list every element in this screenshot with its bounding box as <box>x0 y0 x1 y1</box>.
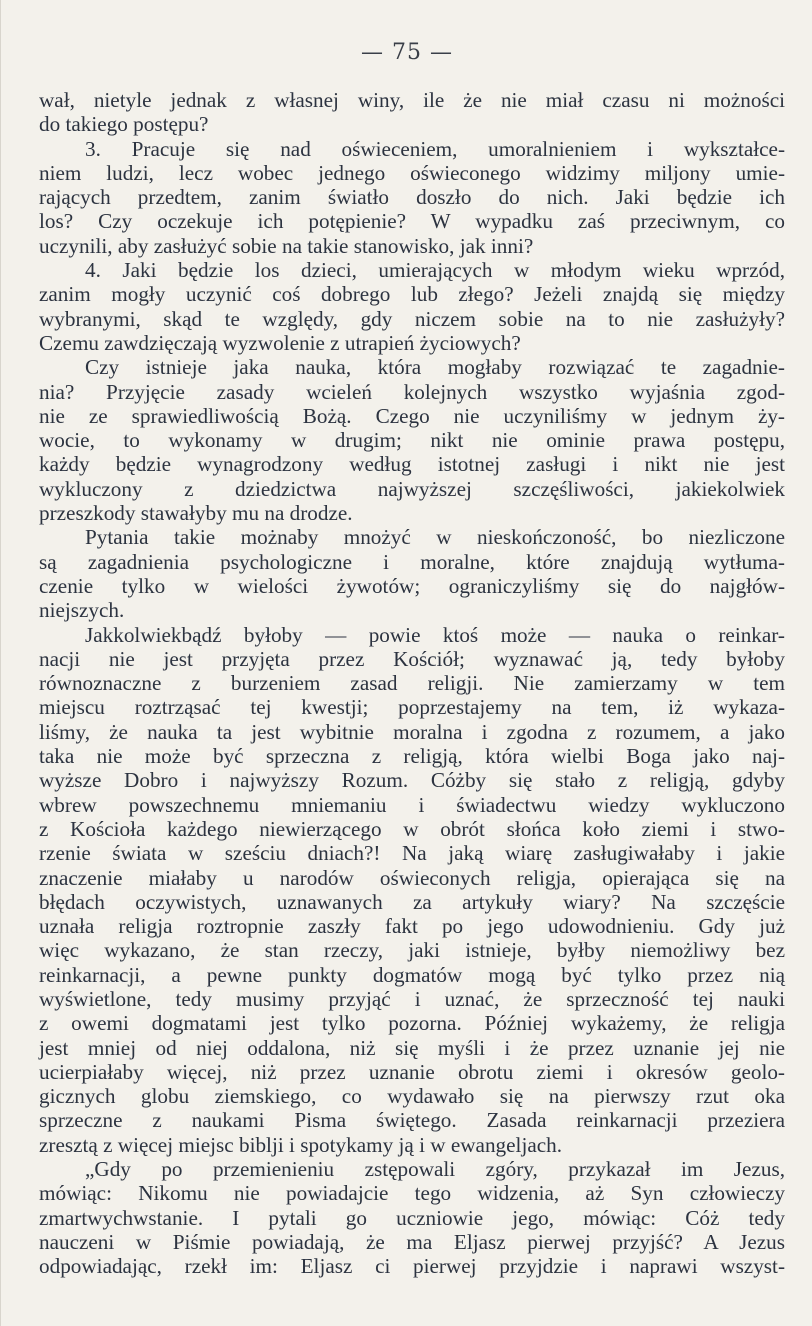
text-line: błędach oczywistych, uznawanych za artykuły wiary? Na szczęście <box>39 889 785 914</box>
text-line: 4. Jaki będzie los dzieci, umierających w młodym wieku wprzód, <box>85 258 785 283</box>
text-line: wybranymi, skąd te względy, gdy niczem sobie na to nie zasłużyły? <box>39 306 785 331</box>
text-line: reinkarnacji, a pewne punkty dogmatów mogą być tylko przez nią <box>39 962 785 987</box>
text-line: nie ze sprawiedliwością Bożą. Czego nie uczyniliśmy w jednym ży- <box>39 403 785 428</box>
body-text <box>39 88 785 1279</box>
text-line: Jakkolwiekbądź byłoby — powie ktoś może — nauka o reinkar- <box>85 622 785 647</box>
text-line: ucierpiałaby więcej, niż przez uznanie obrotu ziemi i okresów geolo- <box>39 1059 785 1084</box>
text-line: są zagadnienia psychologiczne i moralne, które znajdują wytłuma- <box>39 549 785 574</box>
text-line: nauczeni w Piśmie powiadają, że ma Eljasz pierwej przyjść? A Jezus <box>39 1229 785 1254</box>
text-line: uczynili, aby zasłużyć sobie na takie stanowisko, jak inni? <box>39 233 534 258</box>
text-line: każdy będzie wynagrodzony według istotnej zasługi i nikt nie jest <box>39 452 785 477</box>
text-line: „Gdy po przemienieniu zstępowali zgóry, przykazał im Jezus, <box>85 1157 785 1182</box>
text-line: równoznaczne z burzeniem zasad religji. Nie zamierzamy w tem <box>39 671 785 696</box>
text-line: mówiąc: Nikomu nie powiadajcie tego widzenia, aż Syn człowieczy <box>39 1181 785 1206</box>
text-line: wbrew powszechnemu mniemaniu i świadectwu wiedzy wykluczono <box>39 792 785 817</box>
text-line: wyświetlone, tedy musimy przyjąć i uznać, że sprzeczność tej nauki <box>39 986 785 1011</box>
text-line: rających przedtem, zanim światło doszło do nich. Jaki będzie ich <box>39 185 785 210</box>
text-line: gicznych globu ziemskiego, co wydawało się na pierwszy rzut oka <box>39 1084 785 1109</box>
text-line: Czy istnieje jaka nauka, która mogłaby rozwiązać te zagadnie- <box>85 355 785 380</box>
text-line: wykluczony z dziedzictwa najwyższej szczęśliwości, jakiekolwiek <box>39 476 785 501</box>
text-line: z owemi dogmatami jest tylko pozorna. Później wykażemy, że religja <box>39 1011 785 1036</box>
text-line: los? Czy oczekuje ich potępienie? W wypadku zaś przeciwnym, co <box>39 209 785 234</box>
text-line: nacji nie jest przyjęta przez Kościół; wyznawać ją, tedy byłoby <box>39 646 785 671</box>
text-line: jest mniej od niej oddalona, niż się myśli i że przez uznanie jej nie <box>39 1035 785 1060</box>
text-line: zresztą z więcej miejsc biblji i spotykamy ją i w ewangeljach. <box>39 1132 563 1157</box>
text-line: liśmy, że nauka ta jest wybitnie moralna i zgodna z rozumem, a jako <box>39 719 785 744</box>
text-line: z Kościoła każdego niewierzącego w obrót słońca koło ziemi i stwo- <box>39 816 785 841</box>
text-line: znaczenie miałaby u narodów oświeconych religja, opierająca się na <box>39 865 785 890</box>
text-line: odpowiadając, rzekł im: Eljasz ci pierwej przyjdzie i naprawi wszyst- <box>39 1254 785 1279</box>
text-line: więc wykazano, że stan rzeczy, jaki istnieje, byłby niemożliwy bez <box>39 938 785 963</box>
page-number: — 75 — <box>361 40 453 65</box>
text-line: miejscu roztrząsać tej kwestji; poprzestajemy na tem, iż wykaza- <box>39 695 785 720</box>
text-line: czenie tylko w wielości żywotów; ograniczyliśmy się do najgłów- <box>39 573 785 598</box>
text-line: do takiego postępu? <box>39 112 209 137</box>
text-line: uznała religja roztropnie zaszły fakt po jego udowodnieniu. Gdy już <box>39 914 785 939</box>
text-line: Czemu zawdzięczają wyzwolenie z utrapień życiowych? <box>39 330 521 355</box>
text-line: przeszkody stawałyby mu na drodze. <box>39 501 353 526</box>
text-line: wocie, to wykonamy w drugim; nikt nie ominie prawa postępu, <box>39 428 785 453</box>
text-line: Pytania takie możnaby mnożyć w nieskończoność, bo niezliczone <box>85 525 785 550</box>
text-line: zanim mogły uczynić coś dobrego lub złego? Jeżeli znajdą się między <box>39 282 785 307</box>
text-line: nia? Przyjęcie zasady wcieleń kolejnych wszystko wyjaśnia zgod- <box>39 379 785 404</box>
text-line: niem ludzi, lecz wobec jednego oświeconego widzimy miljony umie- <box>39 160 785 185</box>
text-line: 3. Pracuje się nad oświeceniem, umoralnieniem i wykształce- <box>85 136 785 161</box>
text-line: taka nie może być sprzeczna z religją, która wielbi Boga jako naj- <box>39 744 785 769</box>
text-line: wał, nietyle jednak z własnej winy, ile że nie miał czasu ni możności <box>39 88 785 112</box>
text-line: sprzeczne z naukami Pisma świętego. Zasada reinkarnacji przeziera <box>39 1108 785 1133</box>
text-line: rzenie świata w sześciu dniach?! Na jaką wiarę zasługiwałaby i jakie <box>39 841 785 866</box>
text-line: wyższe Dobro i najwyższy Rozum. Cóżby się stało z religją, gdyby <box>39 768 785 793</box>
text-line: zmartwychwstanie. I pytali go uczniowie jego, mówiąc: Cóż tedy <box>39 1205 785 1230</box>
text-line: niejszych. <box>39 598 125 623</box>
